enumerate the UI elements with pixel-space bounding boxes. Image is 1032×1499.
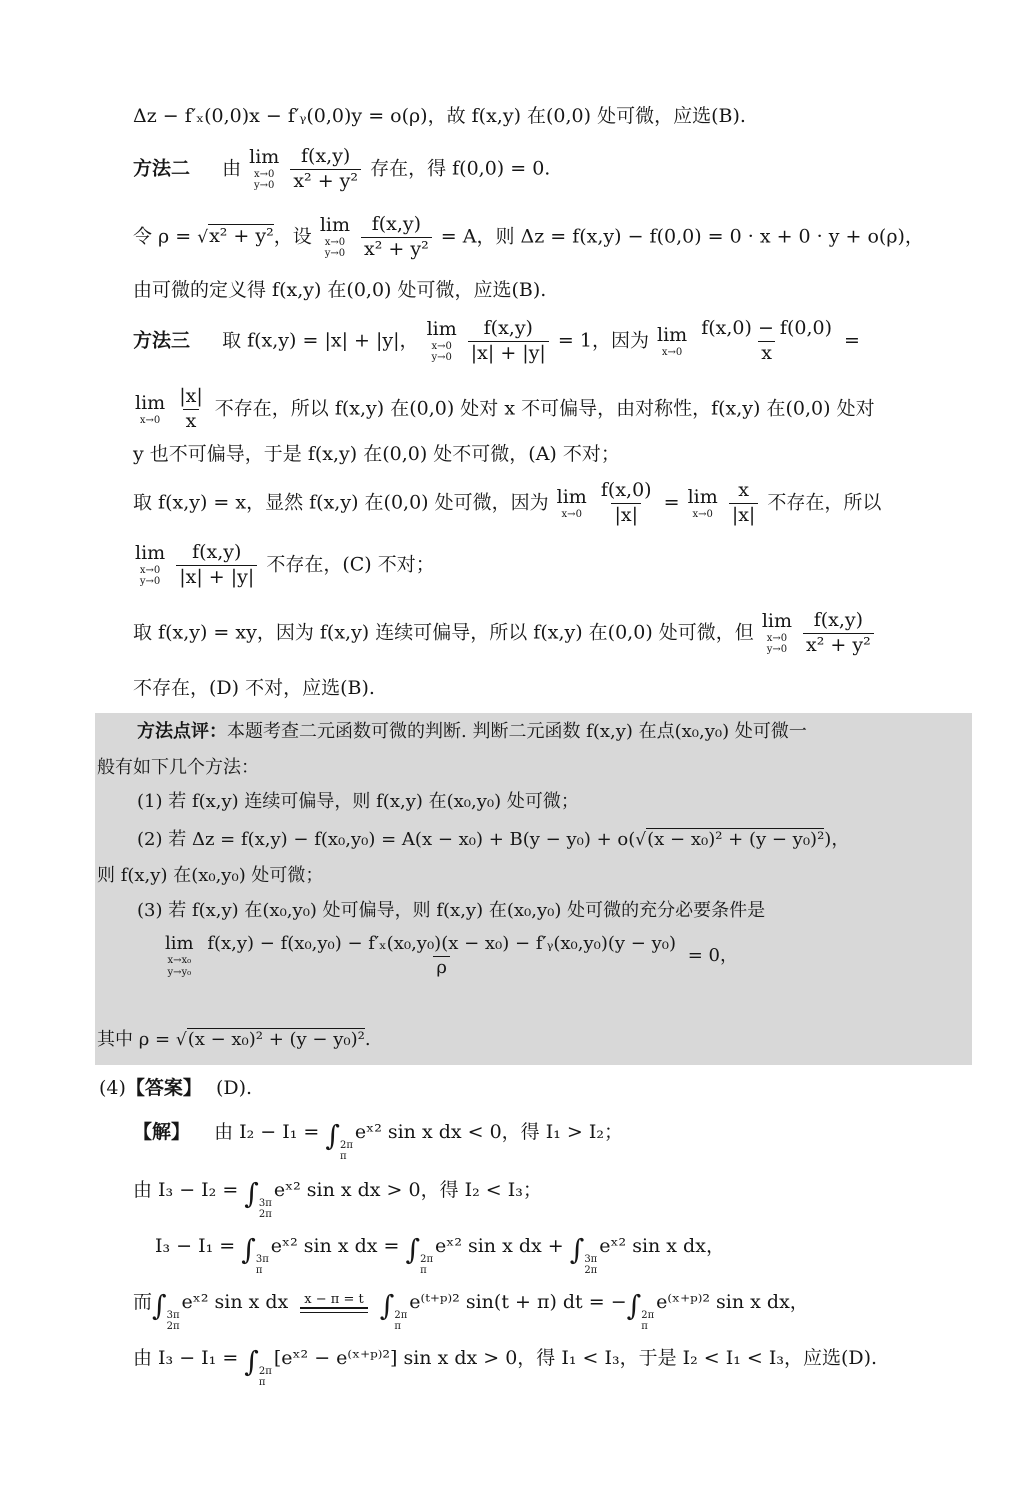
fraction <box>803 610 874 657</box>
answer-line <box>99 1078 252 1100</box>
radicand: x² + y² <box>209 225 274 248</box>
upper-limit: 3π <box>258 1198 272 1209</box>
fraction-numerator: |x| <box>179 385 203 407</box>
upper-limit: 3π <box>584 1254 598 1265</box>
fraction-numerator: x <box>738 479 749 501</box>
fraction <box>698 318 835 365</box>
limit <box>762 611 792 656</box>
lim-sub-x: x→0 <box>661 346 683 358</box>
lim-word: lim <box>761 609 792 632</box>
fraction <box>204 934 679 978</box>
text-span: eˣ² sin x dx > 0，得 I₂ < I₃； <box>273 1179 542 1201</box>
upper-limit: 2π <box>258 1366 272 1377</box>
limit <box>427 319 457 364</box>
fraction-numerator: f(x,y) <box>813 609 864 631</box>
review-item-3: (3) 若 f(x,y) 在(x₀,y₀) 处可偏导，则 f(x,y) 在(x₀,y₀) 处可微的充分必要条件是 <box>137 900 766 921</box>
fraction-denominator: ρ <box>433 956 450 979</box>
lim-sub-x: x→0 <box>561 508 582 520</box>
lim-sub-y: y→0 <box>766 644 788 656</box>
text-span: [eˣ² − e⁽ˣ⁺ᵖ⁾²] sin x dx > 0，得 I₁ < I₃，于是 I₂ < I₁ < I₃，应选(D). <box>273 1347 878 1369</box>
lim-sub-y: y→0 <box>254 180 275 192</box>
sqrt-sign: √ <box>635 830 647 850</box>
fraction <box>729 480 759 527</box>
limit <box>135 543 165 588</box>
text-span: 而 <box>133 1291 153 1313</box>
substitution-equals <box>300 1293 367 1314</box>
lim-word: lim <box>135 541 166 564</box>
text-span: I₃ − I₁ = <box>155 1235 242 1257</box>
review-line <box>137 722 807 743</box>
fraction-denominator: x² + y² <box>290 169 361 193</box>
integral-sign: ∫ <box>244 1345 259 1378</box>
integral-sign: ∫ <box>569 1233 585 1266</box>
text-span: . <box>364 1029 371 1050</box>
limit <box>557 487 587 520</box>
text-span: = 0， <box>687 945 738 967</box>
fraction-numerator: f(x,0) <box>600 479 652 501</box>
text-span: = <box>663 491 680 514</box>
lower-limit: π <box>258 1376 266 1388</box>
text-line <box>133 386 875 433</box>
lower-limit: π <box>641 1320 648 1332</box>
integral-sign: ∫ <box>244 1177 259 1210</box>
integral-limits <box>584 1255 597 1276</box>
lim-sub-x: x→0 <box>692 508 713 520</box>
fraction <box>176 386 206 433</box>
text-span: )， <box>824 829 850 850</box>
integral-limits <box>394 1311 407 1332</box>
method-three-label: 方法三 <box>133 329 191 352</box>
review-line: 般有如下几个方法： <box>97 757 259 778</box>
solution-line-2 <box>133 1178 542 1220</box>
fraction-denominator: |x| <box>729 503 759 527</box>
lim-sub-y: y→0 <box>139 576 161 588</box>
radicand: (x − x₀)² + (y − y₀)² <box>647 829 825 850</box>
text-span: eˣ² sin x dx < 0，得 I₁ > I₂； <box>354 1121 623 1143</box>
radicand: (x − x₀)² + (y − y₀)² <box>187 1029 365 1050</box>
text-line <box>133 610 877 657</box>
text-span: eˣ² sin x dx = <box>270 1235 406 1257</box>
lim-word: lim <box>249 145 280 168</box>
lim-sub-x: x→0 <box>766 632 788 644</box>
integral-limits <box>641 1311 654 1332</box>
lower-limit: π <box>394 1320 401 1332</box>
text-span: 由 I₂ − I₁ = <box>214 1121 326 1143</box>
answer-value: (D). <box>215 1077 253 1099</box>
text-line: Δz − f′ₓ(0,0)x − f′ᵧ(0,0)y = o(ρ)，故 f(x,y) 在(0,0) 处可微，应选(B). <box>133 105 746 127</box>
fraction <box>176 542 257 589</box>
upper-limit: 2π <box>394 1310 408 1321</box>
lim-word: lim <box>319 213 350 236</box>
text-span: e⁽ᵗ⁺ᵖ⁾² sin(t + π) dt = − <box>409 1291 627 1313</box>
double-line <box>300 1307 367 1313</box>
fraction <box>361 214 432 261</box>
solution-line-4 <box>133 1290 809 1332</box>
review-item-1: (1) 若 f(x,y) 连续可偏导，则 f(x,y) 在(x₀,y₀) 处可微； <box>137 791 579 812</box>
fraction <box>468 318 549 365</box>
lim-word: lim <box>556 485 587 508</box>
fraction-denominator: |x| + |y| <box>176 565 257 589</box>
method-three-line <box>133 318 860 365</box>
text-span: eˣ² sin x dx + <box>435 1235 570 1257</box>
limit <box>135 393 165 426</box>
lower-limit: π <box>255 1264 263 1276</box>
text-span: ，设 <box>273 225 312 248</box>
fraction-numerator: f(x,y) <box>371 213 422 235</box>
review-title: 方法点评： <box>137 721 227 742</box>
lim-sub-x: x→x₀ <box>167 955 192 967</box>
integral-sign: ∫ <box>379 1289 395 1322</box>
limit <box>688 487 718 520</box>
upper-limit: 3π <box>166 1310 180 1321</box>
integral-limits <box>259 1199 272 1220</box>
method-two-label: 方法二 <box>133 157 191 180</box>
text-line: 由可微的定义得 f(x,y) 在(0,0) 处可微，应选(B). <box>133 279 547 301</box>
text-span: 由 I₃ − I₂ = <box>133 1179 245 1201</box>
lim-sub-y: y→0 <box>324 248 346 260</box>
fraction <box>290 146 361 193</box>
fraction <box>598 480 655 527</box>
lim-sub-x: x→0 <box>431 340 452 352</box>
sqrt-sign: √ <box>197 227 209 248</box>
text-span: 由 I₃ − I₁ = <box>133 1347 245 1369</box>
fraction-numerator: f(x,0) − f(0,0) <box>701 317 832 339</box>
lim-word: lim <box>687 485 718 508</box>
integral-sign: ∫ <box>325 1119 340 1152</box>
lim-word: lim <box>426 317 457 340</box>
text-span: 取 f(x,y) = |x| + |y|， <box>222 329 419 352</box>
text-line: 不存在，(D) 不对，应选(B). <box>133 677 375 699</box>
lim-word: lim <box>657 323 688 346</box>
integral-sign: ∫ <box>152 1289 167 1322</box>
fraction-numerator: f(x,y) <box>483 317 533 339</box>
text-span: 取 f(x,y) = x，显然 f(x,y) 在(0,0) 处可微，因为 <box>133 491 549 514</box>
lower-limit: 2π <box>258 1208 272 1220</box>
integral-limits <box>256 1255 269 1276</box>
limit <box>249 147 279 192</box>
fraction-denominator: |x| <box>611 503 641 527</box>
lower-limit: π <box>339 1150 347 1162</box>
text-span: (2) 若 Δz = f(x,y) − f(x₀,y₀) = A(x − x₀) + B(y − y₀) + o( <box>137 829 636 850</box>
limit <box>165 934 194 978</box>
text-span: 其中 ρ = <box>97 1029 176 1050</box>
sqrt-sign: √ <box>175 1030 187 1050</box>
review-line <box>97 1030 371 1051</box>
integral-sign: ∫ <box>626 1289 642 1322</box>
text-span: e⁽ˣ⁺ᵖ⁾² sin x dx， <box>656 1291 809 1313</box>
upper-limit: 3π <box>255 1254 269 1265</box>
lim-sub-y: y→0 <box>431 352 452 364</box>
lim-sub-x: x→0 <box>139 564 161 576</box>
solution-line-1 <box>133 1120 623 1162</box>
fraction-numerator: f(x,y) − f(x₀,y₀) − f′ₓ(x₀,y₀)(x − x₀) − f′ᵧ(x₀,y₀)(y − y₀) <box>207 933 676 954</box>
fraction-denominator: x <box>183 409 200 433</box>
fraction-denominator: |x| + |y| <box>468 341 549 365</box>
text-span: = 1，因为 <box>557 329 649 352</box>
text-span: 不存在，所以 f(x,y) 在(0,0) 处对 x 不可偏导，由对称性，f(x,y) 在(0,0) 处对 <box>214 397 875 420</box>
text-span: 取 f(x,y) = xy，因为 f(x,y) 连续可偏导，所以 f(x,y) 在(0,0) 处可微，但 <box>133 621 754 644</box>
integral-sign: ∫ <box>405 1233 421 1266</box>
lim-sub-x: x→0 <box>139 414 161 426</box>
lim-word: lim <box>165 933 194 955</box>
fraction-denominator: x <box>758 341 775 365</box>
text-span: 不存在，(C) 不对； <box>266 553 435 576</box>
fraction-denominator: x² + y² <box>361 237 432 261</box>
limit <box>320 215 350 260</box>
review-item-2 <box>137 830 849 851</box>
lower-limit: π <box>420 1264 427 1276</box>
substitution-label: x − π = t <box>304 1291 364 1307</box>
solution-line-5 <box>133 1346 877 1388</box>
lim-word: lim <box>135 391 166 414</box>
integral-sign: ∫ <box>241 1233 256 1266</box>
text-span: 令 ρ = <box>133 225 198 248</box>
fraction-numerator: f(x,y) <box>301 145 351 167</box>
review-line: 则 f(x,y) 在(x₀,y₀) 处可微； <box>97 865 324 886</box>
limit <box>657 325 687 358</box>
text-line <box>133 480 881 527</box>
upper-limit: 2π <box>641 1310 655 1321</box>
fraction-denominator: x² + y² <box>803 633 874 657</box>
solution-label: 【解】 <box>133 1121 191 1143</box>
lower-limit: 2π <box>166 1320 180 1332</box>
method-two-line <box>133 146 550 193</box>
integral-limits <box>340 1141 353 1162</box>
text-span: 存在，得 f(0,0) = 0. <box>370 157 551 180</box>
solution-line-3 <box>155 1234 725 1276</box>
upper-limit: 2π <box>420 1254 434 1265</box>
fraction-numerator: f(x,y) <box>192 541 242 563</box>
text-span: eˣ² sin x dx <box>181 1291 289 1313</box>
answer-label: 【答案】 <box>125 1077 202 1099</box>
text-span: = A，则 Δz = f(x,y) − f(0,0) = 0 · x + 0 · y + o(ρ)， <box>440 225 924 248</box>
lower-limit: 2π <box>584 1264 598 1276</box>
text-span: = <box>844 329 860 352</box>
upper-limit: 2π <box>339 1140 353 1151</box>
integral-limits <box>420 1255 433 1276</box>
integral-limits <box>167 1311 180 1332</box>
lim-sub-x: x→0 <box>254 168 275 180</box>
lim-sub-y: y→y₀ <box>167 966 192 978</box>
answer-number: (4) <box>99 1077 126 1099</box>
text-span: 本题考查二元函数可微的判断. 判断二元函数 f(x,y) 在点(x₀,y₀) 处可微一 <box>227 721 807 742</box>
lim-sub-x: x→0 <box>324 236 346 248</box>
review-formula <box>163 934 738 978</box>
text-line: y 也不可偏导，于是 f(x,y) 在(0,0) 处不可微，(A) 不对； <box>133 443 620 465</box>
text-span: 不存在，所以 <box>767 491 882 514</box>
text-line <box>133 542 435 589</box>
text-span: 由 <box>222 157 242 180</box>
integral-limits <box>259 1367 272 1388</box>
text-line <box>133 214 924 261</box>
text-span: eˣ² sin x dx， <box>599 1235 725 1257</box>
